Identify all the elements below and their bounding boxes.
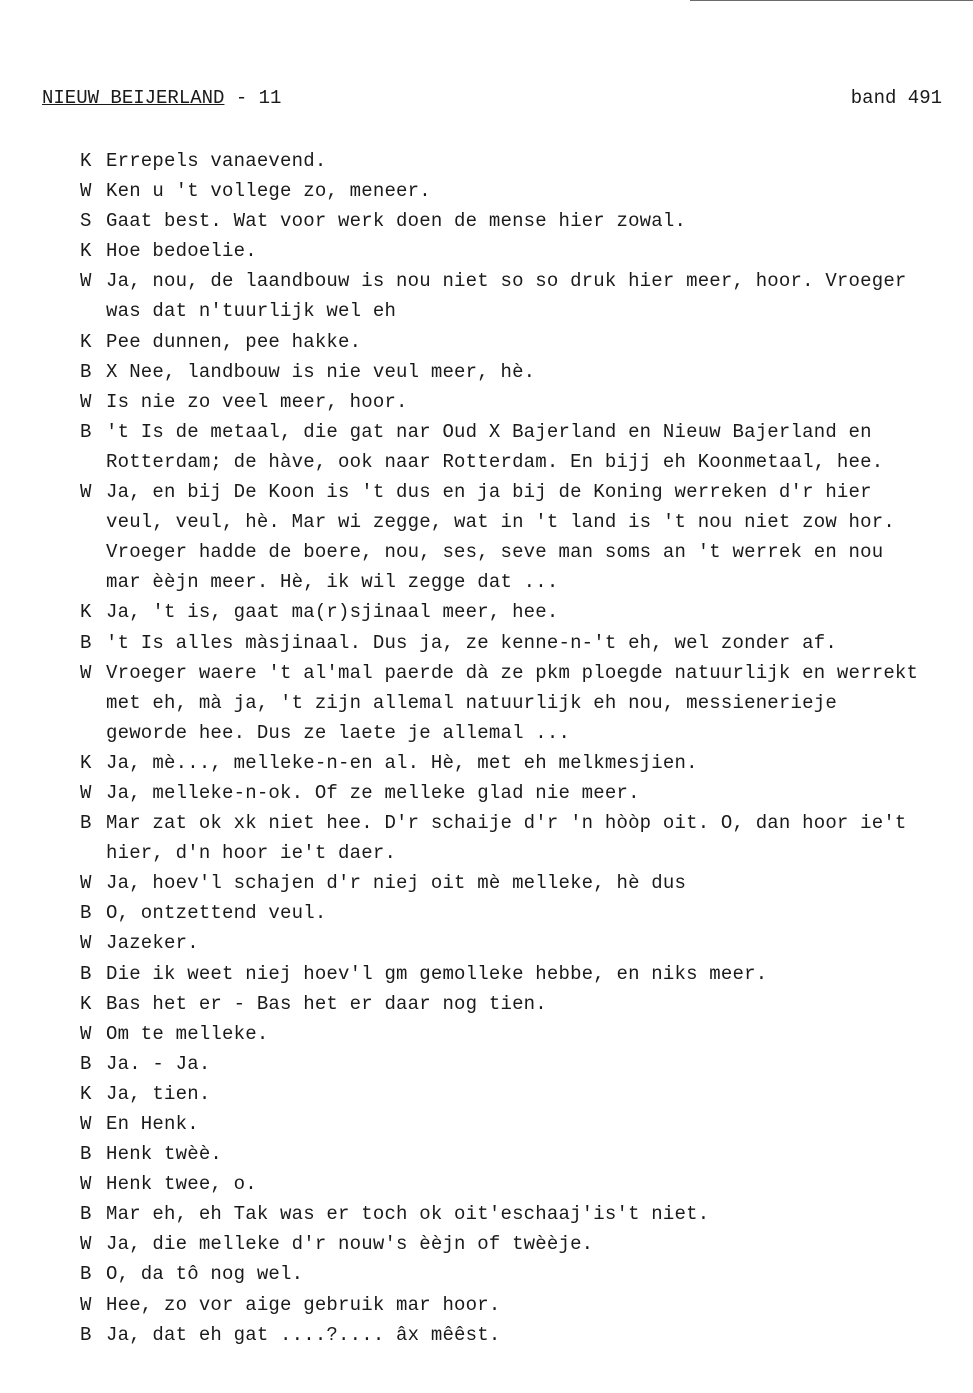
speaker-label: K <box>80 330 92 353</box>
speaker-label: B <box>80 420 92 443</box>
utterance-text: Hee, zo vor aige gebruik mar hoor. <box>106 1293 501 1316</box>
utterance-text: Die ik weet niej hoev'l gm gemolleke hebbe, en niks meer. <box>106 962 768 985</box>
transcript-turn <box>80 327 973 357</box>
speaker-label: B <box>80 1263 92 1286</box>
speaker-label: K <box>80 601 92 624</box>
transcript-turn <box>80 1049 973 1079</box>
utterance-text: Is nie zo veel meer, hoor. <box>106 390 408 413</box>
utterance-text: Ja, mè..., melleke-n-en al. Hè, met eh melkmesjien. <box>106 751 698 774</box>
utterance-text: O, ontzettend veul. <box>106 902 327 925</box>
transcript-turn <box>80 628 973 658</box>
speaker-label: S <box>80 210 92 233</box>
speaker-label: W <box>80 1233 92 1256</box>
transcript-turn <box>80 236 973 266</box>
page-number: 11 <box>258 87 282 109</box>
transcript-turn <box>80 1259 973 1289</box>
transcript-turn <box>80 928 973 958</box>
transcript-turn <box>80 658 973 748</box>
utterance-text: O, da tô nog wel. <box>106 1263 304 1286</box>
utterance-text: Ja, tien. <box>106 1082 211 1105</box>
speaker-label: W <box>80 872 92 895</box>
speaker-label: W <box>80 932 92 955</box>
speaker-label: B <box>80 1323 92 1346</box>
transcript-turn <box>80 808 973 868</box>
utterance-text: X Nee, landbouw is nie veul meer, hè. <box>106 360 536 383</box>
transcript-turn <box>80 898 973 928</box>
utterance-text: Ja, die melleke d'r nouw's èèjn of twèèje. <box>106 1233 594 1256</box>
speaker-label: K <box>80 1082 92 1105</box>
transcript-turn <box>80 1169 973 1199</box>
transcript-turn <box>80 1199 973 1229</box>
transcript-turn <box>80 1079 973 1109</box>
utterance-text: Ja, en bij De Koon is 't dus en ja bij de Koning werreken d'r hier veul, veul, hè. Mar wi zegge, wat in 't land is 't nou niet zow hor. Vroeger hadde de boere, nou, ses, seve man soms an 't werrek en nou mar èèjn meer. Hè, ik wil zegge dat ... <box>106 481 895 594</box>
transcript-turn <box>80 868 973 898</box>
transcript-turn <box>80 477 973 597</box>
transcript-turn <box>80 206 973 236</box>
utterance-text: Vroeger waere 't al'mal paerde dà ze pkm ploegde natuurlijk en werrekt met eh, mà ja, 't zijn allemal natuurlijk eh nou, messienerieje geworde hee. Dus ze laete je allemal ... <box>106 661 919 744</box>
speaker-label: W <box>80 481 92 504</box>
speaker-label: W <box>80 1113 92 1135</box>
transcript-turn <box>80 387 973 417</box>
speaker-label: K <box>80 751 92 774</box>
utterance-text: Mar eh, eh Tak was er toch ok oit'eschaaj'is't niet. <box>106 1203 710 1226</box>
speaker-label: W <box>80 390 92 413</box>
speaker-label: K <box>80 240 92 263</box>
place-name: NIEUW BEIJERLAND <box>42 87 225 109</box>
utterance-text: Jazeker. <box>106 932 199 955</box>
speaker-label: W <box>80 1173 92 1196</box>
utterance-text: Ja, dat eh gat ....?.... âx mêêst. <box>106 1323 501 1346</box>
transcript-turn <box>80 176 973 206</box>
transcript-turn <box>80 778 973 808</box>
transcript <box>80 146 973 1350</box>
transcript-turn <box>80 357 973 387</box>
transcript-turn <box>80 266 973 326</box>
transcript-turn <box>80 959 973 989</box>
utterance-text: Gaat best. Wat voor werk doen de mense hier zowal. <box>106 210 687 233</box>
speaker-label: B <box>80 360 92 383</box>
speaker-label: K <box>80 992 92 1015</box>
top-rule <box>690 0 973 1</box>
transcript-turn <box>80 1229 973 1259</box>
transcript-turn <box>80 597 973 627</box>
band-number: band 491 <box>850 87 942 109</box>
utterance-text: Ja. - Ja. <box>106 1052 211 1075</box>
utterance-text: Ja, melleke-n-ok. Of ze melleke glad nie meer. <box>106 781 640 804</box>
speaker-label: B <box>80 962 92 985</box>
utterance-text: 't Is alles màsjinaal. Dus ja, ze kenne-n-'t eh, wel zonder af. <box>106 631 837 654</box>
speaker-label: B <box>80 902 92 925</box>
utterance-text: En Henk. <box>106 1113 199 1135</box>
speaker-label: W <box>80 180 92 203</box>
utterance-text: Ja, nou, de laandbouw is nou niet so so druk hier meer, hoor. Vroeger was dat n'tuurlijk wel eh <box>106 270 907 323</box>
transcript-turn <box>80 748 973 778</box>
speaker-label: B <box>80 812 92 835</box>
utterance-text: Errepels vanaevend. <box>106 150 327 172</box>
utterance-text: 't Is de metaal, die gat nar Oud X Bajerland en Nieuw Bajerland en Rotterdam; de hàve, ook naar Rotterdam. En bijj eh Koonmetaal, hee. <box>106 420 884 473</box>
transcript-turn <box>80 1290 973 1320</box>
speaker-label: B <box>80 1052 92 1075</box>
transcript-turn <box>80 1019 973 1049</box>
speaker-label: B <box>80 1143 92 1166</box>
speaker-label: W <box>80 661 92 684</box>
utterance-text: Ja, 't is, gaat ma(r)sjinaal meer, hee. <box>106 601 559 624</box>
utterance-text: Bas het er - Bas het er daar nog tien. <box>106 992 547 1015</box>
speaker-label: B <box>80 631 92 654</box>
speaker-label: B <box>80 1203 92 1226</box>
utterance-text: Mar zat ok xk niet hee. D'r schaije d'r 'n hòòp oit. O, dan hoor ie't hier, d'n hoor ie't daer. <box>106 812 907 865</box>
transcript-turn <box>80 146 973 176</box>
speaker-label: W <box>80 1022 92 1045</box>
transcript-turn <box>80 989 973 1019</box>
transcript-turn <box>80 1320 973 1350</box>
utterance-text: Ken u 't vollege zo, meneer. <box>106 180 431 203</box>
speaker-label: K <box>80 150 92 172</box>
utterance-text: Pee dunnen, pee hakke. <box>106 330 362 353</box>
transcript-turn <box>80 417 973 477</box>
transcript-turn <box>80 1139 973 1169</box>
page-title <box>42 86 281 110</box>
utterance-text: Ja, hoev'l schajen d'r niej oit mè melleke, hè dus <box>106 872 687 895</box>
utterance-text: Hoe bedoelie. <box>106 240 257 263</box>
utterance-text: Om te melleke. <box>106 1022 269 1045</box>
speaker-label: W <box>80 270 92 293</box>
speaker-label: W <box>80 1293 92 1316</box>
utterance-text: Henk twee, o. <box>106 1173 257 1196</box>
utterance-text: Henk twèè. <box>106 1143 223 1166</box>
transcript-turn <box>80 1109 973 1139</box>
title-separator: - <box>224 87 259 109</box>
speaker-label: W <box>80 781 92 804</box>
